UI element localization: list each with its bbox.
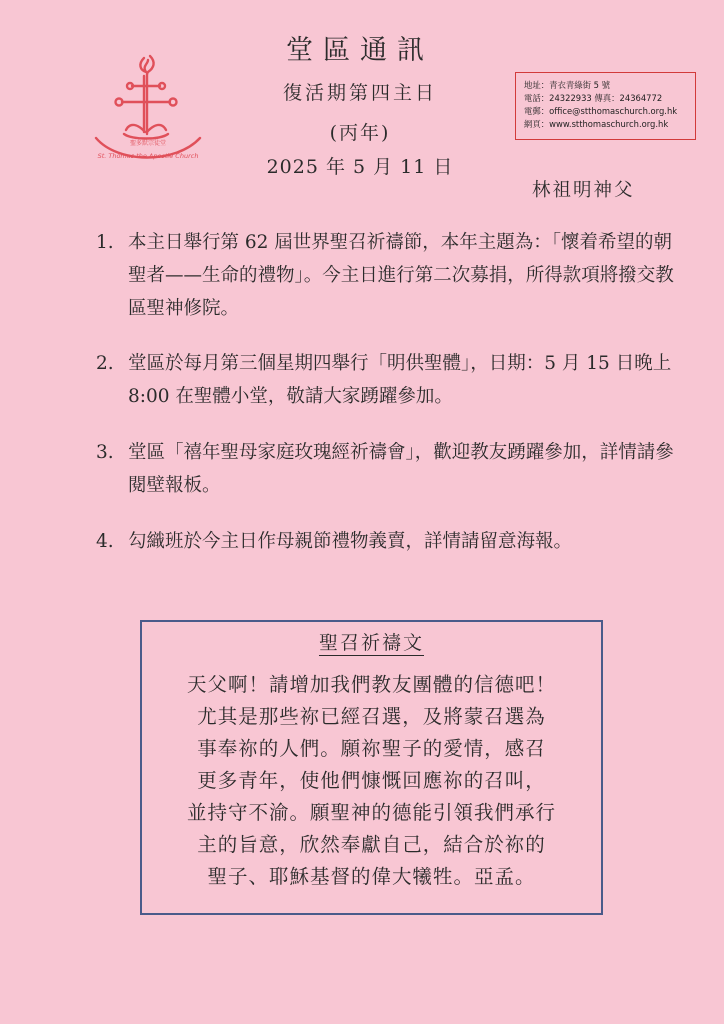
priest-name: 林祖明神父	[532, 180, 635, 201]
announcement-number: 3.	[96, 442, 114, 463]
contact-phone-fax: 電話：24322933 傳真：24364772	[524, 93, 663, 103]
vocation-prayer-box	[140, 620, 603, 915]
announcement-item	[96, 226, 676, 325]
announcement-text: 本主日舉行第 62 屆世界聖召祈禱節，本年主題為：「懷着希望的朝聖者——生命的禮物」。今主日進行第二次募捐，所得款項將撥交教區聖神修院。	[128, 232, 674, 319]
logo-name-en: St. Thomas the Apostle Church	[97, 152, 199, 160]
prayer-line: 尤其是那些祢已經召選，及將蒙召選為	[197, 705, 546, 728]
announcement-item	[96, 347, 676, 413]
contact-email[interactable]: 電郵：office@stthomaschurch.org.hk	[524, 106, 678, 116]
contact-address: 地址：青衣青綠街 5 號	[524, 80, 611, 90]
announcement-text: 堂區於每月第三個星期四舉行「明供聖體」，日期：5 月 15 日晚上 8:00 在聖體小堂，敬請大家踴躍參加。	[128, 353, 672, 407]
prayer-text	[142, 669, 601, 893]
announcement-number: 2.	[96, 353, 114, 374]
year-cycle: (丙年)	[329, 122, 391, 144]
contact-box	[515, 72, 696, 140]
issue-date: 2025 年 5 月 11 日	[266, 156, 454, 178]
announcement-number: 1.	[96, 232, 114, 253]
announcement-text: 堂區「禧年聖母家庭玫瑰經祈禱會」，歡迎教友踴躍參加，詳情請參閱壁報板。	[128, 442, 674, 496]
prayer-line: 事奉祢的人們。願祢聖子的愛情，感召	[197, 737, 546, 760]
prayer-line: 聖子、耶穌基督的偉大犧牲。亞孟。	[207, 865, 536, 888]
prayer-line: 並持守不渝。願聖神的德能引領我們承行	[186, 801, 556, 824]
logo-name-zh: 聖多默宗徒堂	[129, 140, 167, 147]
announcement-list	[96, 226, 676, 558]
prayer-title: 聖召祈禱文	[318, 632, 424, 654]
announcement-text: 勾織班於今主日作母親節禮物義賣，詳情請留意海報。	[128, 531, 573, 552]
announcement-item	[96, 525, 676, 558]
prayer-line: 天父啊！請增加我們教友團體的信德吧！	[186, 673, 556, 696]
church-logo-icon	[86, 52, 210, 170]
contact-website[interactable]: 網頁：www.stthomaschurch.org.hk	[524, 119, 669, 129]
liturgical-occasion: 復活期第四主日	[282, 82, 437, 104]
announcement-number: 4.	[96, 531, 114, 552]
page-title: 堂區通訊	[286, 35, 434, 66]
prayer-line: 更多青年，使他們慷慨回應祢的召叫，	[197, 769, 546, 792]
announcement-item	[96, 436, 676, 502]
prayer-line: 主的旨意，欣然奉獻自己，結合於祢的	[197, 833, 546, 856]
